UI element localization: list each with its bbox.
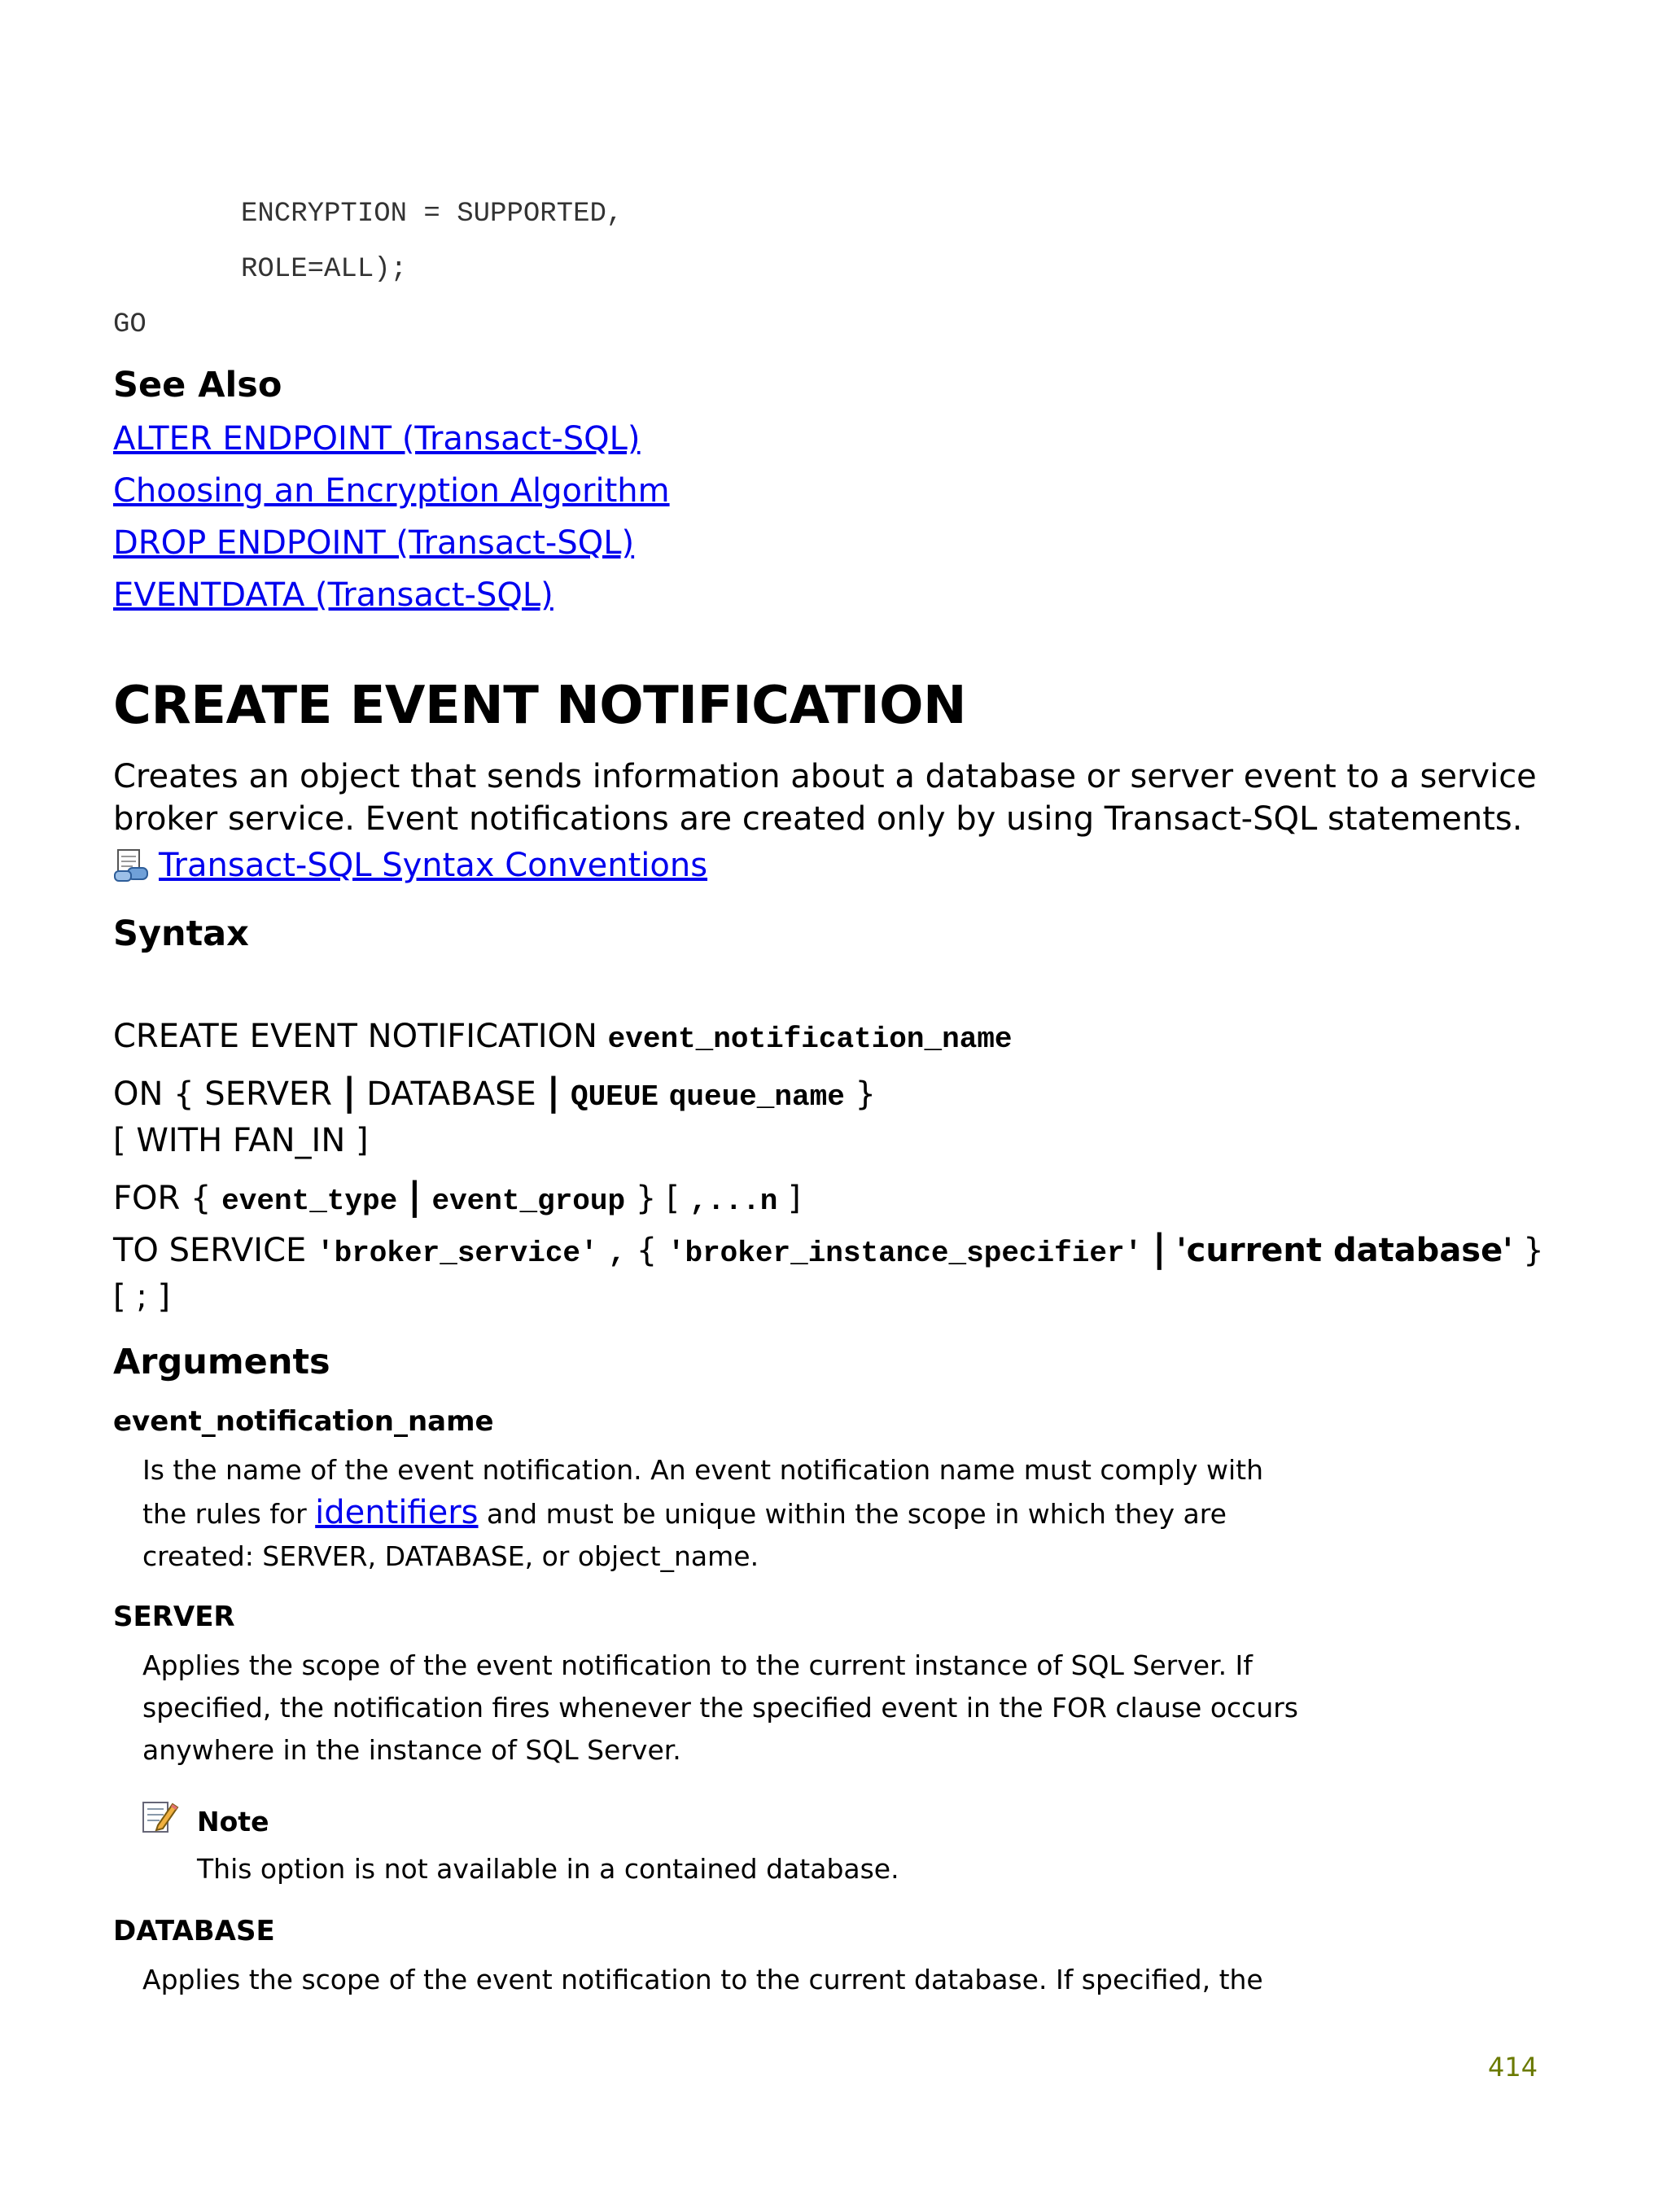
syntax-heading: Syntax [113,913,249,954]
syntax-keyword: TO SERVICE [113,1232,307,1269]
see-also-link-eventdata[interactable]: EVENTDATA (Transact-SQL) [113,576,553,614]
note-text: This option is not available in a contained database. [197,1853,899,1885]
argument-text: and must be unique within the scope in which they are created: SERVER, DATABASE, or object_name. [142,1498,1227,1572]
code-line-encryption: ENCRYPTION = SUPPORTED, [241,199,623,230]
syntax-line-6: [ ; ] [113,1278,171,1316]
syntax-arg: event_group [431,1185,626,1218]
syntax-comma: , [608,1237,626,1270]
syntax-pipe: | [342,1070,357,1114]
syntax-keyword: } [855,1075,876,1113]
syntax-pipe: | [546,1070,561,1114]
see-also-link-encryption-algorithm[interactable]: Choosing an Encryption Algorithm [113,472,670,510]
argument-description-event-notification-name [142,1449,1298,1578]
syntax-keyword: CREATE EVENT NOTIFICATION [113,1018,597,1055]
arguments-heading: Arguments [113,1342,330,1382]
page-title: CREATE EVENT NOTIFICATION [113,676,967,736]
see-also-link-alter-endpoint[interactable]: ALTER ENDPOINT (Transact-SQL) [113,420,641,458]
note-header [140,1796,269,1837]
identifiers-link[interactable]: identifiers [315,1494,479,1531]
see-also-heading: See Also [113,365,282,405]
syntax-keyword: SERVER [204,1075,332,1113]
syntax-keyword: } [1523,1232,1544,1269]
syntax-keyword: FOR { [113,1180,212,1217]
syntax-arg: queue_name [668,1080,845,1114]
syntax-arg: ,...n [689,1185,778,1218]
syntax-arg: QUEUE [571,1080,659,1114]
argument-text: Is the name of the event notification. An event notification name must comply with the rules for [142,1454,1264,1530]
conventions-link[interactable]: Transact-SQL Syntax Conventions [159,847,708,884]
syntax-arg: event_notification_name [607,1023,1013,1056]
syntax-keyword: ON { [113,1075,195,1113]
linked-document-icon [113,847,151,884]
argument-name-event-notification-name: event_notification_name [113,1405,494,1438]
syntax-pipe: | [1152,1226,1166,1270]
page-description: Creates an object that sends information about a database or server event to a service broker service. Event notifications are created only by using Transact-SQL statements. [113,758,1537,838]
syntax-line-3: [ WITH FAN_IN ] [113,1122,369,1159]
argument-description-database: Applies the scope of the event notification to the current database. If specified, the [142,1964,1263,1995]
syntax-arg: event_type [221,1185,398,1218]
syntax-line-5 [113,1226,1544,1270]
note-pencil-icon [140,1798,179,1837]
code-line-go: GO [113,309,147,340]
syntax-keyword: ] [788,1180,801,1217]
syntax-arg: 'current database' [1176,1232,1513,1269]
syntax-line-1 [113,1018,1013,1056]
syntax-keyword: DATABASE [366,1075,536,1113]
syntax-pipe: | [407,1174,422,1218]
argument-name-server: SERVER [113,1601,235,1633]
syntax-line-2 [113,1070,876,1114]
syntax-keyword: { [636,1232,658,1269]
syntax-line-4 [113,1174,801,1218]
syntax-arg: 'broker_instance_specifier' [667,1237,1143,1270]
syntax-keyword: } [ [635,1180,680,1217]
syntax-arg: 'broker_service' [316,1237,598,1270]
argument-description-server: Applies the scope of the event notification to the current instance of SQL Server. If specified, the notification fires whenever the specified event in the FOR clause occurs anywhere in the instance of SQL Server. [142,1649,1298,1766]
note-label: Note [197,1806,269,1837]
argument-name-database: DATABASE [113,1915,275,1947]
see-also-link-drop-endpoint[interactable]: DROP ENDPOINT (Transact-SQL) [113,524,635,562]
page-number: 414 [1488,2052,1538,2083]
code-line-role: ROLE=ALL); [241,254,408,285]
conventions-row [113,847,707,884]
